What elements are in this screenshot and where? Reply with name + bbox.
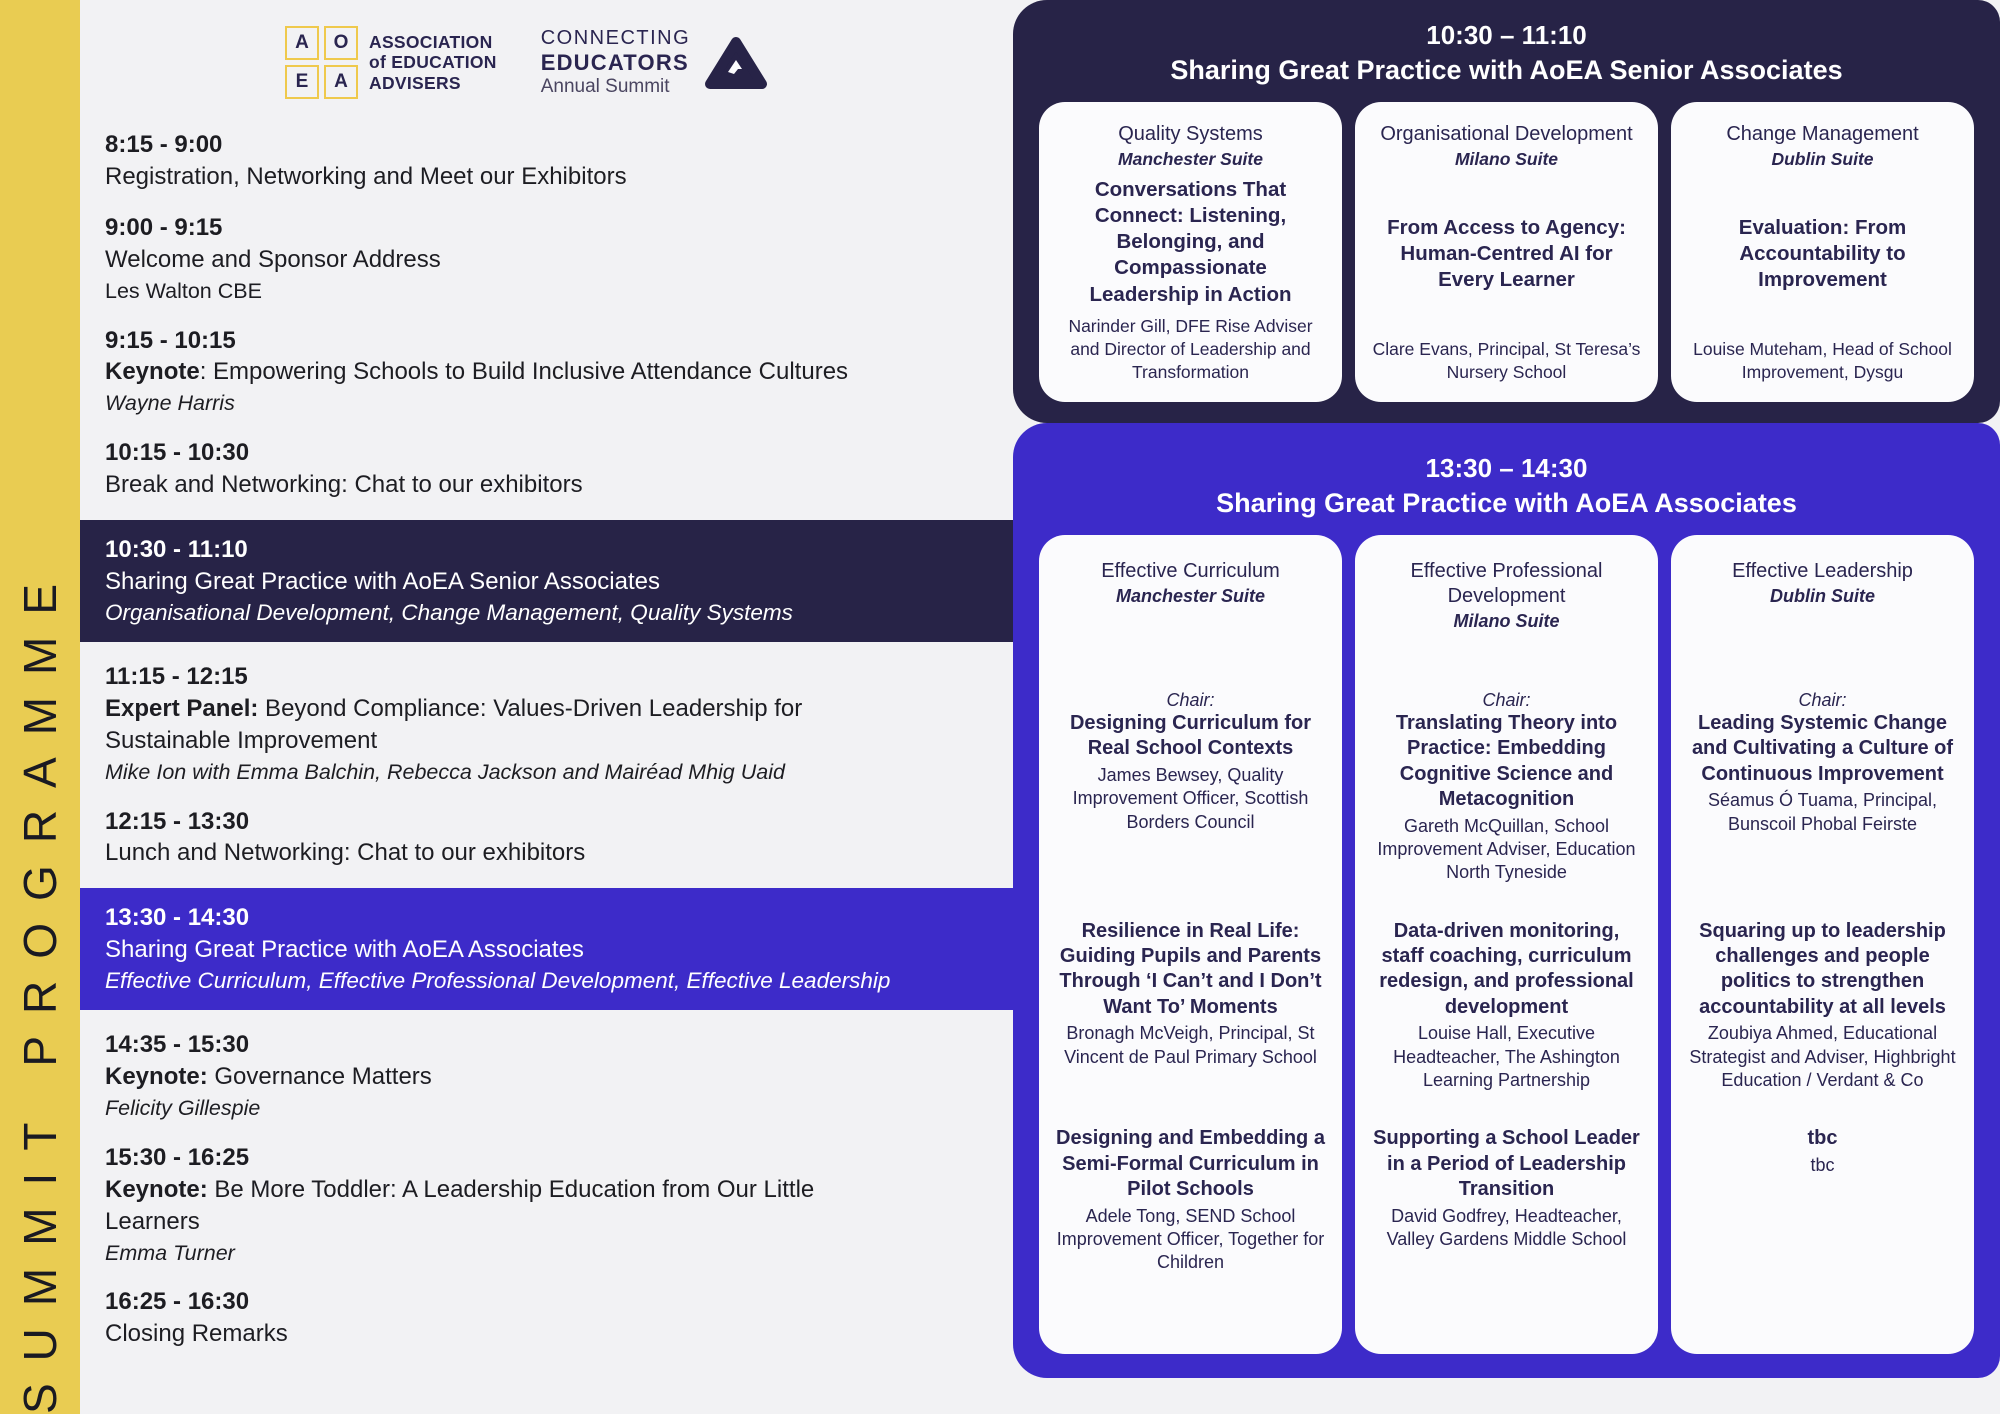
aoea-grid-icon: [285, 26, 358, 99]
item-title: Sharing Great Practice with AoEA Associates: [105, 936, 584, 964]
session-title: Supporting a School Leader in a Period of Leadership Transition: [1373, 1127, 1640, 1201]
session-speaker: David Godfrey, Headteacher, Valley Gardens Middle School: [1386, 1205, 1627, 1249]
item-time: 8:15 - 9:00: [105, 131, 223, 158]
item-title-prefix: Keynote:: [105, 1175, 208, 1203]
item-time: 15:30 - 16:25: [105, 1143, 250, 1171]
aoea-letter: A: [285, 26, 319, 60]
session-card: [1355, 102, 1658, 402]
connecting-educators-text: [541, 27, 690, 98]
item-time: 11:15 - 12:15: [105, 662, 248, 690]
item-title: Lunch and Networking: Chat to our exhibitors: [105, 839, 586, 867]
card-speaker: Clare Evans, Principal, St Teresa’s Nursery School: [1372, 338, 1641, 382]
item-title: Welcome and Sponsor Address: [105, 245, 441, 273]
item-time: 9:00 - 9:15: [105, 213, 223, 241]
item-title-rest: : Empowering Schools to Build Inclusive Attendance Cultures: [199, 358, 849, 386]
card-suite: Milano Suite: [1454, 149, 1559, 169]
card-header: [1371, 559, 1642, 711]
schedule-item: [80, 1286, 1013, 1350]
item-title: Break and Networking: Chat to our exhibitors: [105, 471, 583, 499]
session-title: Data-driven monitoring, staff coaching, curriculum redesign, and professional development: [1379, 919, 1634, 1018]
item-title: [105, 356, 895, 388]
session-card: [1671, 535, 1974, 1354]
card-speaker: Narinder Gill, DFE Rise Adviser and Director of Leadership and Transformation: [1068, 315, 1313, 382]
schedule-item: [80, 129, 1013, 193]
mountain-icon: [704, 34, 768, 92]
session-title: tbc: [1807, 1127, 1838, 1150]
panel-senior-associates: [1013, 0, 2000, 423]
item-title: Closing Remarks: [105, 1320, 288, 1348]
schedule-item: [80, 1029, 1013, 1123]
connecting-educators-logo: [541, 27, 768, 98]
card-session-title: From Access to Agency: Human-Centred AI for Every Learner: [1387, 215, 1626, 292]
item-title: [105, 693, 895, 757]
aoea-name-line: ASSOCIATION: [369, 31, 493, 52]
session-speaker: Zoubiya Ahmed, Educational Strategist and Adviser, Highbright Education / Verdant & Co: [1689, 1023, 1956, 1090]
item-title: Sharing Great Practice with AoEA Senior Associates: [105, 568, 660, 596]
card-header: [1055, 559, 1326, 711]
item-speaker: Les Walton CBE: [105, 278, 262, 303]
aoea-letter: O: [324, 26, 358, 60]
schedule-item-highlight-purple: [80, 888, 1013, 1010]
card-suite: Dublin Suite: [1771, 149, 1874, 169]
item-title-rest: Be More Toddler: A Leadership Education from Our Little Learners: [105, 1175, 815, 1235]
session-speaker: Louise Hall, Executive Headteacher, The Ashington Learning Partnership: [1393, 1023, 1620, 1090]
item-title-rest: Governance Matters: [207, 1062, 432, 1090]
session-title: Designing Curriculum for Real School Contexts: [1069, 712, 1312, 760]
card-category: Quality Systems: [1118, 123, 1263, 145]
session-speaker: James Bewsey, Quality Improvement Officer, Scottish Borders Council: [1072, 764, 1309, 832]
item-title-prefix: Keynote:: [105, 1062, 208, 1090]
session-block: [1687, 919, 1958, 1093]
session-title: Leading Systemic Change and Cultivating a Culture of Continuous Improvement: [1691, 712, 1954, 785]
schedule-list: [80, 129, 1013, 1350]
panel-title: Sharing Great Practice with AoEA Associates: [1216, 488, 1797, 518]
session-card: [1671, 102, 1974, 402]
item-title: [105, 1061, 895, 1093]
session-block: [1687, 1126, 1958, 1177]
session-card: [1355, 535, 1658, 1354]
session-block: [1371, 919, 1642, 1093]
item-title: [105, 1174, 895, 1238]
schedule-item: [80, 1142, 1013, 1268]
session-title: Designing and Embedding a Semi-Formal Curriculum in Pilot Schools: [1056, 1127, 1325, 1201]
card-suite: Manchester Suite: [1118, 149, 1263, 169]
session-speaker: Gareth McQuillan, School Improvement Adviser, Education North Tyneside: [1377, 815, 1636, 883]
panel-cards: [1039, 102, 1974, 402]
logo-row: [285, 26, 1013, 99]
item-time: 10:15 - 10:30: [105, 439, 250, 467]
session-speaker: Séamus Ó Tuama, Principal, Bunscoil Phobal Feirste: [1707, 790, 1938, 834]
panel-title: Sharing Great Practice with AoEA Senior Associates: [1170, 55, 1843, 85]
item-time: 14:35 - 15:30: [105, 1031, 250, 1059]
session-block: [1371, 711, 1642, 885]
item-time: 10:30 - 11:10: [105, 536, 248, 564]
schedule-item: [80, 661, 1013, 787]
card-sessions: [1371, 711, 1642, 1334]
aoea-name: [369, 32, 497, 94]
session-card: [1039, 102, 1342, 402]
session-speaker: tbc: [1810, 1154, 1835, 1175]
item-time: 9:15 - 10:15: [105, 326, 236, 354]
session-block: [1055, 1126, 1326, 1274]
card-category: Organisational Development: [1380, 123, 1633, 145]
aoea-name-line: ADVISERS: [369, 72, 461, 93]
card-chair-label: Chair:: [1798, 690, 1847, 710]
item-title: Registration, Networking and Meet our Exhibitors: [105, 162, 627, 190]
card-session-title: Evaluation: From Accountability to Improvement: [1738, 215, 1907, 292]
card-suite: Manchester Suite: [1115, 586, 1266, 606]
sidebar: [0, 0, 80, 1414]
aoea-letter: E: [285, 65, 319, 99]
main-schedule-column: [80, 0, 1013, 1414]
item-speaker: Mike Ion with Emma Balchin, Rebecca Jackson and Mairéad Mhig Uaid: [105, 759, 785, 784]
item-subtitle: Organisational Development, Change Management, Quality Systems: [105, 599, 793, 625]
schedule-item: [80, 437, 1013, 501]
panel-cards: [1039, 535, 1974, 1354]
aoea-logo: [285, 26, 497, 99]
card-sessions: [1055, 711, 1326, 1334]
page-title: SUMMIT PROGRAMME: [14, 561, 66, 1414]
schedule-item: [80, 325, 1013, 419]
card-suite: Dublin Suite: [1770, 586, 1875, 606]
panel-time: 10:30 – 11:10: [1426, 20, 1587, 50]
card-category: Effective Professional Development: [1410, 560, 1603, 607]
schedule-item: [80, 806, 1013, 870]
item-time: 16:25 - 16:30: [105, 1288, 250, 1316]
item-speaker: Felicity Gillespie: [105, 1095, 261, 1120]
item-title-prefix: Expert Panel:: [105, 694, 259, 722]
card-chair-label: Chair:: [1166, 690, 1215, 710]
session-speaker: Bronagh McVeigh, Principal, St Vincent de Paul Primary School: [1064, 1023, 1317, 1067]
session-block: [1371, 1126, 1642, 1251]
item-title-rest: Beyond Compliance: Values-Driven Leadership for Sustainable Improvement: [105, 694, 803, 754]
session-title: Resilience in Real Life: Guiding Pupils and Parents Through ‘I Can’t and I Don’t Want To’ Moments: [1059, 919, 1322, 1018]
panel-header: [1039, 0, 1974, 86]
item-time: 13:30 - 14:30: [105, 904, 250, 932]
card-suite: Milano Suite: [1453, 611, 1560, 631]
card-header: [1687, 559, 1958, 711]
card-category: Change Management: [1726, 123, 1919, 145]
session-block: [1055, 919, 1326, 1069]
schedule-item: [80, 212, 1013, 306]
item-subtitle: Effective Curriculum, Effective Professional Development, Effective Leadership: [105, 968, 891, 994]
card-session-title: Conversations That Connect: Listening, Belonging, and Compassionate Leadership in Action: [1089, 177, 1292, 306]
card-speaker: Louise Muteham, Head of School Improvement, Dysgu: [1693, 338, 1952, 382]
session-speaker: Adele Tong, SEND School Improvement Officer, Together for Children: [1056, 1205, 1325, 1273]
item-time: 12:15 - 13:30: [105, 807, 250, 835]
panel-time: 13:30 – 14:30: [1425, 453, 1588, 483]
card-chair-label: Chair:: [1482, 690, 1531, 710]
ce-line: CONNECTING: [540, 27, 691, 49]
item-title-prefix: Keynote: [105, 358, 200, 386]
item-speaker: Emma Turner: [105, 1240, 235, 1265]
item-speaker: Wayne Harris: [105, 391, 235, 416]
session-panels-column: [1013, 0, 2000, 1414]
panel-header: [1039, 423, 1974, 519]
session-block: [1687, 711, 1958, 836]
session-block: [1055, 711, 1326, 834]
card-sessions: [1687, 711, 1958, 1334]
session-card: [1039, 535, 1342, 1354]
session-title: Translating Theory into Practice: Embedding Cognitive Science and Metacognition: [1395, 712, 1618, 811]
ce-line: EDUCATORS: [540, 50, 689, 75]
ce-line: Annual Summit: [540, 76, 670, 97]
card-category: Effective Leadership: [1732, 560, 1913, 582]
schedule-item-highlight-navy: [80, 520, 1013, 642]
aoea-name-line: of EDUCATION: [369, 52, 497, 73]
panel-associates: [1013, 423, 2000, 1378]
session-title: Squaring up to leadership challenges and people politics to strengthen accountability at all levels: [1699, 919, 1946, 1018]
aoea-letter: A: [324, 65, 358, 99]
card-category: Effective Curriculum: [1101, 560, 1280, 582]
